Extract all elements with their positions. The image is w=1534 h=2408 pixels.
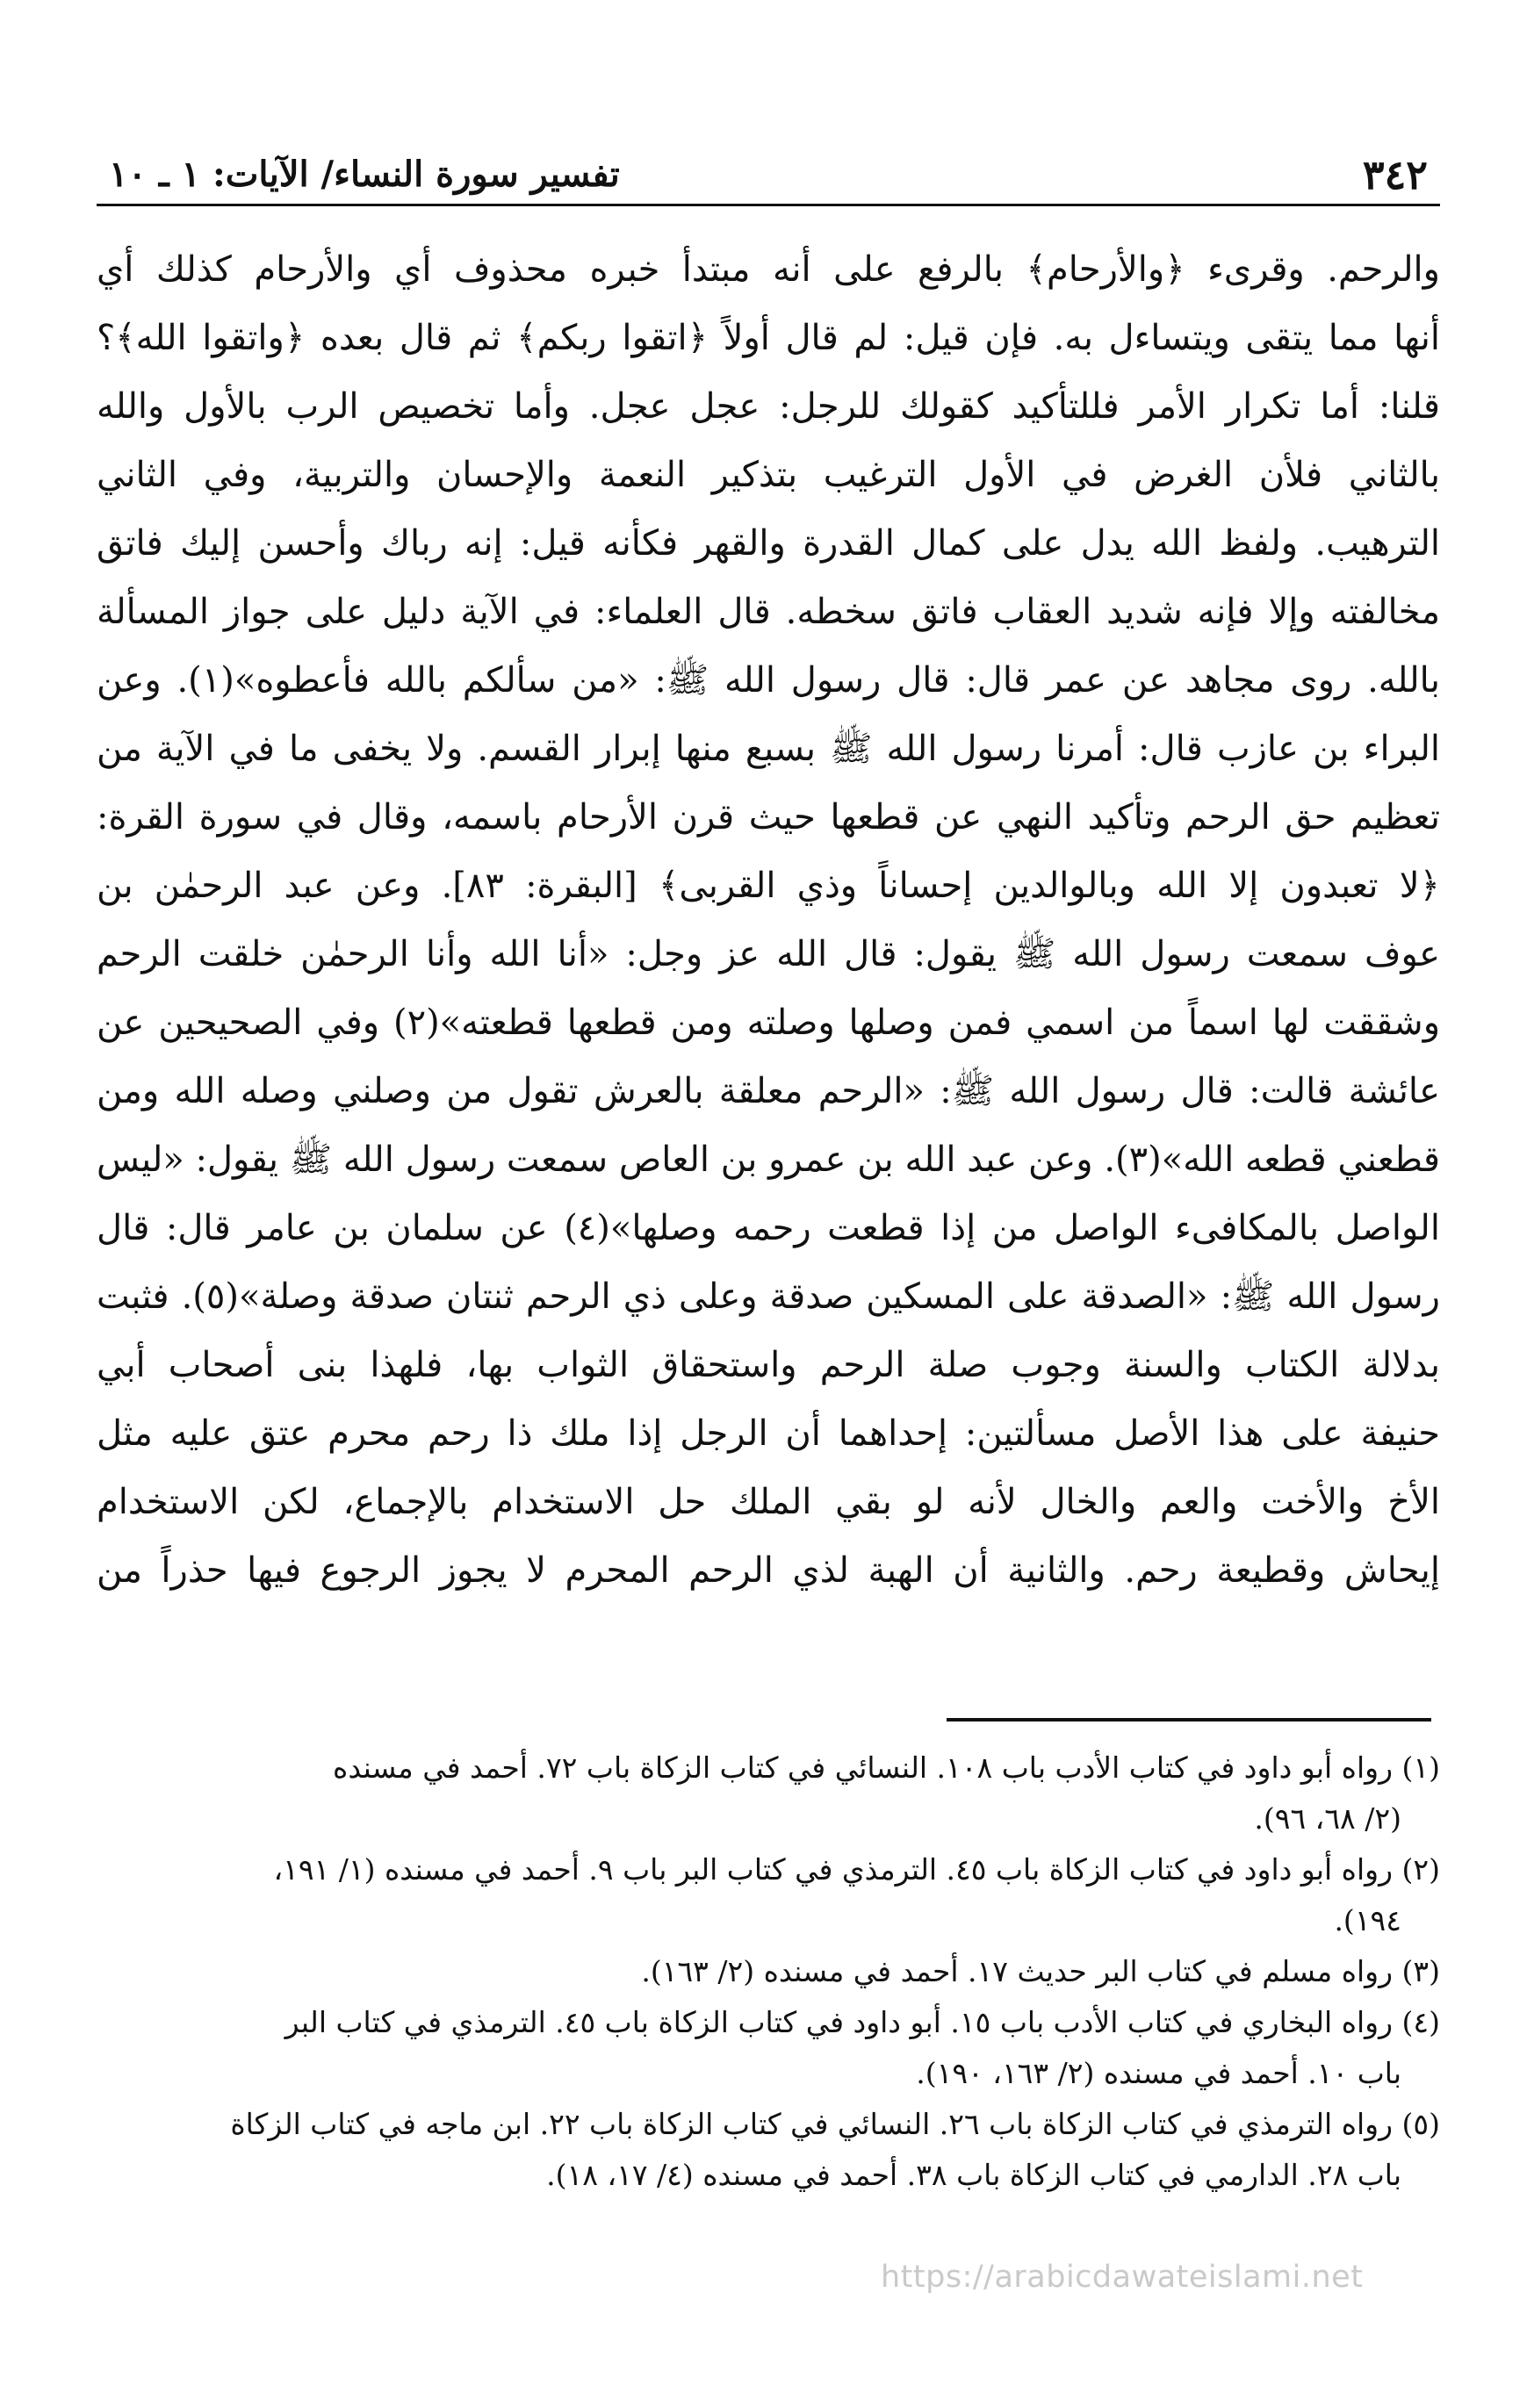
main-text	[97, 235, 1440, 1640]
text-line: أنها مما يتقى ويتساءل به. فإن قيل: لم قال أولاً ﴿اتقوا ربكم﴾ ثم قال بعده ﴿واتقوا الله﴾؟	[97, 318, 1440, 358]
page-header	[97, 140, 1440, 206]
footnote-line: باب ١٠. أحمد في مسنده (٢/ ١٦٣، ١٩٠).	[916, 2056, 1401, 2090]
text-line: عائشة قالت: قال رسول الله ﷺ: «الرحم معلقة بالعرش تقول من وصلني وصله الله ومن	[97, 1071, 1440, 1111]
footnote-line: (١) رواه أبو داود في كتاب الأدب باب ١٠٨. النسائي في كتاب الزكاة باب ٧٢. أحمد في مسنده	[333, 1750, 1440, 1785]
footnote-line: (٢) رواه أبو داود في كتاب الزكاة باب ٤٥. الترمذي في كتاب البر باب ٩. أحمد في مسنده (١/ ١٩١،	[273, 1852, 1440, 1887]
text-line: قلنا: أما تكرار الأمر فللتأكيد كقولك للرجل: عجل عجل. وأما تخصيص الرب بالأول والله	[97, 386, 1440, 427]
footnote-line: (٤) رواه البخاري في كتاب الأدب باب ١٥. أبو داود في كتاب الزكاة باب ٤٥. الترمذي في كتاب البر	[284, 2005, 1440, 2039]
text-line: إيحاش وقطيعة رحم. والثانية أن الهبة لذي الرحم المحرم لا يجوز الرجوع فيها حذراً من	[97, 1550, 1440, 1591]
running-title: تفسير سورة النساء/ الآيات: ١ ـ ١٠	[109, 154, 620, 195]
text-line: والرحم. وقرىء ﴿والأرحام﴾ بالرفع على أنه مبتدأ خبره محذوف أي والأرحام كذلك أي	[97, 249, 1440, 290]
text-line: تعظيم حق الرحم وتأكيد النهي عن قطعها حيث قرن الأرحام باسمه، وقال في سورة القرة:	[97, 797, 1440, 837]
text-line: الأخ والأخت والعم والخال لأنه لو بقي الملك حل الاستخدام بالإجماع، لكن الاستخدام	[97, 1482, 1440, 1522]
footnote-line: (٣) رواه مسلم في كتاب البر حديث ١٧. أحمد في مسنده (٢/ ١٦٣).	[641, 1954, 1440, 1988]
text-line: بالله. روى مجاهد عن عمر قال: قال رسول الله ﷺ: «من سألكم بالله فأعطوه»(١). وعن	[97, 660, 1440, 701]
footnotes	[97, 1743, 1440, 2201]
text-line: مخالفته وإلا فإنه شديد العقاب فاتق سخطه. قال العلماء: في الآية دليل على جواز المسألة	[97, 592, 1440, 632]
footnote-line: (٥) رواه الترمذي في كتاب الزكاة باب ٢٦. النسائي في كتاب الزكاة باب ٢٢. ابن ماجه في كتاب الزكاة	[230, 2107, 1440, 2141]
page-number: ٣٤٢	[1362, 151, 1428, 198]
text-line: وشققت لها اسماً من اسمي فمن وصلها وصلته ومن قطعها قطعته»(٢) وفي الصحيحين عن	[97, 1003, 1440, 1043]
footnote-line: باب ٢٨. الدارمي في كتاب الزكاة باب ٣٨. أحمد في مسنده (٤/ ١٧، ١٨).	[546, 2158, 1401, 2192]
text-line: ﴿لا تعبدون إلا الله وبالوالدين إحساناً وذي القربى﴾ [البقرة: ٨٣]. وعن عبد الرحمٰن بن	[97, 866, 1440, 906]
footnote-separator	[947, 1718, 1431, 1722]
text-line: بدلالة الكتاب والسنة وجوب صلة الرحم واستحقاق الثواب بها، فلهذا بنى أصحاب أبي	[97, 1345, 1440, 1385]
text-line: رسول الله ﷺ: «الصدقة على المسكين صدقة وعلى ذي الرحم ثنتان صدقة وصلة»(٥). فثبت	[97, 1276, 1440, 1317]
text-line: بالثاني فلأن الغرض في الأول الترغيب بتذكير النعمة والإحسان والتربية، وفي الثاني	[97, 455, 1440, 495]
text-line: البراء بن عازب قال: أمرنا رسول الله ﷺ بسبع منها إبرار القسم. ولا يخفى ما في الآية من	[97, 729, 1440, 769]
text-line: الواصل بالمكافىء الواصل من إذا قطعت رحمه وصلها»(٤) عن سلمان بن عامر قال: قال	[97, 1208, 1440, 1248]
text-line: قطعني قطعه الله»(٣). وعن عبد الله بن عمرو بن العاص سمعت رسول الله ﷺ يقول: «ليس	[97, 1139, 1440, 1180]
text-line: الترهيب. ولفظ الله يدل على كمال القدرة والقهر فكأنه قيل: إنه رباك وأحسن إليك فاتق	[97, 523, 1440, 564]
footnote-line: ١٩٤).	[1334, 1903, 1401, 1937]
footnote-line: (٢/ ٦٨، ٩٦).	[1254, 1801, 1401, 1836]
watermark-url: https://arabicdawateislami.net	[881, 2260, 1364, 2295]
text-line: عوف سمعت رسول الله ﷺ يقول: قال الله عز وجل: «أنا الله وأنا الرحمٰن خلقت الرحم	[97, 934, 1440, 974]
text-line: حنيفة على هذا الأصل مسألتين: إحداهما أن الرجل إذا ملك ذا رحم محرم عتق عليه مثل	[97, 1413, 1440, 1454]
